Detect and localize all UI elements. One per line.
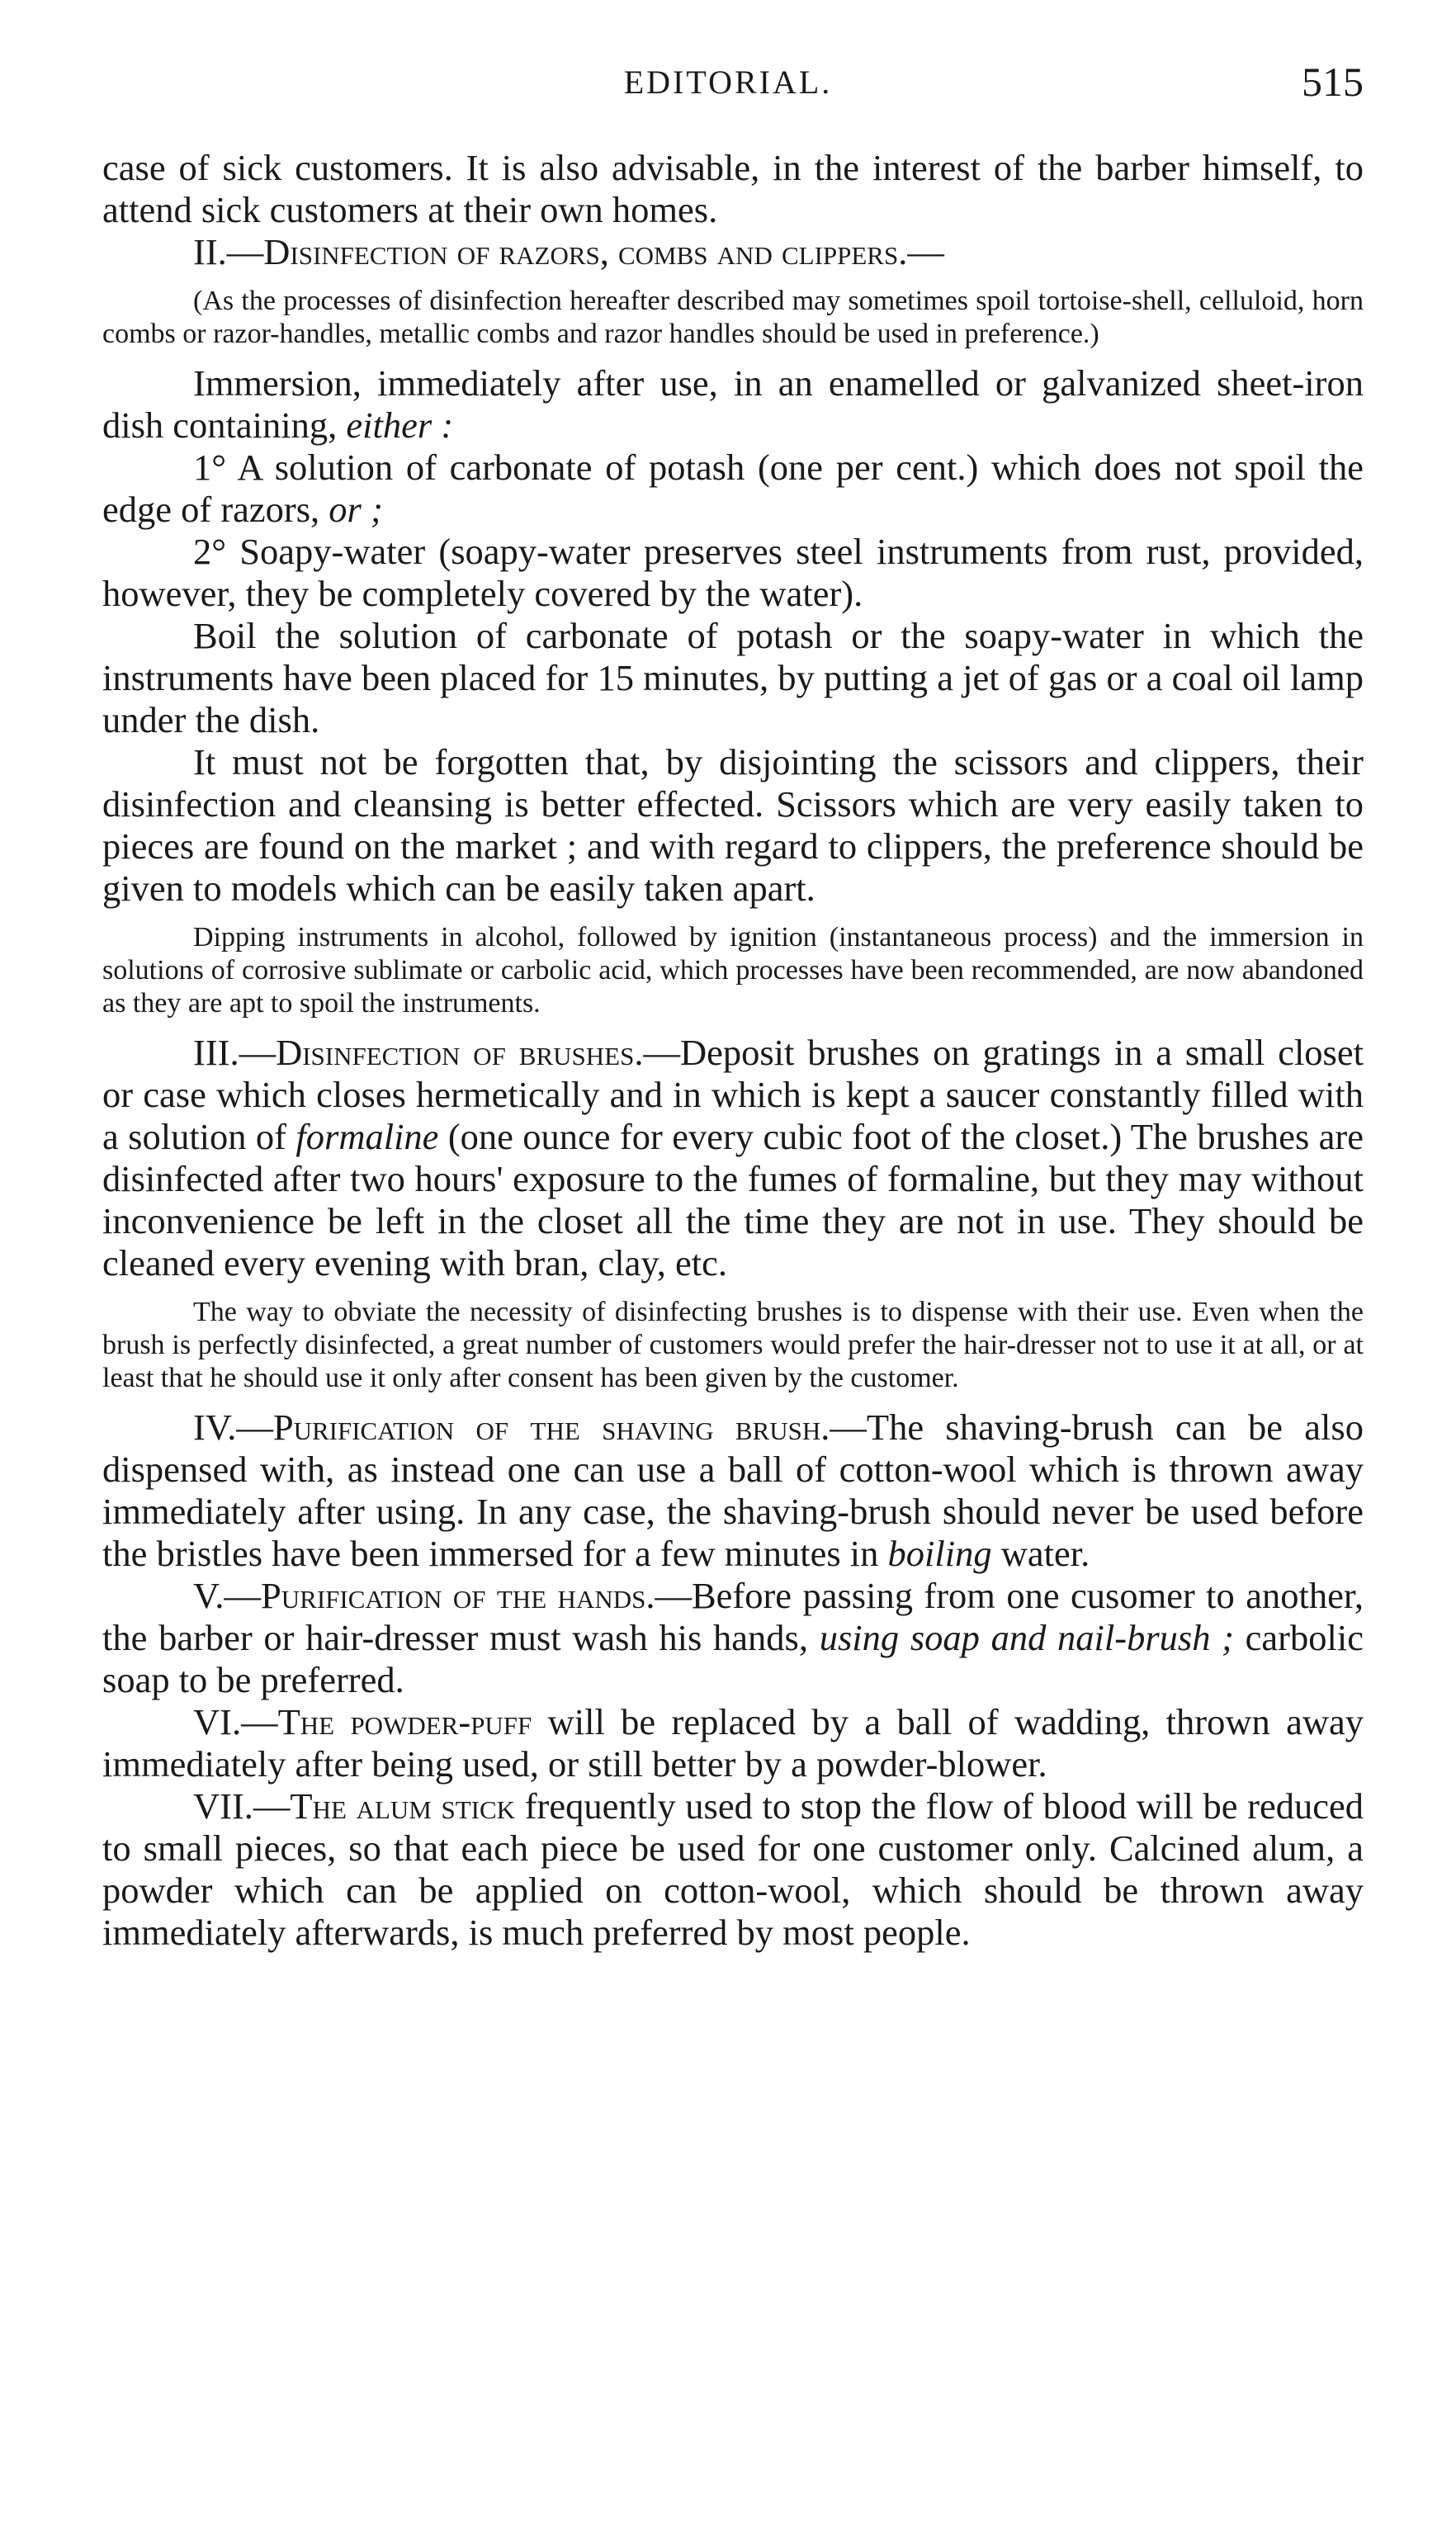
- section-number: VII.—: [193, 1785, 291, 1827]
- note-metallic-combs: (As the processes of disinfection hereafter described may sometimes spoil tortoise-shell, celluloid, horn combs or razor-handles, metallic combs and razor handles should be used in preference.): [102, 286, 1364, 349]
- section-number: VI.—: [193, 1701, 278, 1742]
- section-heading-razors: [102, 231, 1364, 273]
- section-title: Purification of the hands.: [261, 1575, 655, 1616]
- section-title: The alum stick: [290, 1785, 516, 1827]
- emphasis: boiling: [887, 1533, 992, 1574]
- section-number: III.—: [193, 1032, 277, 1073]
- paragraph-carbonate-potash: [102, 447, 1364, 531]
- text-run: carbolic soap to be preferred.: [102, 1617, 1364, 1700]
- text-run: —Before passing from one cusomer to another, the barber or hair-dresser must wash his hands,: [102, 1575, 1364, 1658]
- text-run: will be replaced by a ball of wadding, thrown away immediately after being used, or still better by a powder-blower.: [102, 1701, 1364, 1785]
- paragraph-disjointing: It must not be forgotten that, by disjointing the scissors and clippers, their disinfection and cleansing is better effected. Scissors which are very easily taken to pieces are found on the market ; and with regard to clippers, the preference should be given to models which can be easily taken apart.: [102, 741, 1364, 909]
- page-number: 515: [1302, 59, 1364, 105]
- paragraph-soapy-water: 2° Soapy-water (soapy-water preserves steel instruments from rust, provided, however, they be completely covered by the water).: [102, 531, 1364, 614]
- section-title: Purification of the shaving brush.: [272, 1406, 830, 1448]
- section-powder-puff: [102, 1701, 1364, 1785]
- paragraph-immersion: [102, 362, 1364, 447]
- emphasis: or ;: [329, 489, 383, 530]
- section-title: Disinfection of brushes.: [276, 1032, 644, 1073]
- page-header: [0, 58, 1456, 124]
- section-number: IV.—: [193, 1406, 273, 1448]
- text-run: frequently used to stop the flow of blood will be reduced to small pieces, so that each piece be used for one customer only. Calcined alum, a powder which can be applied on cotton-wool, which should be thrown away immediately afterwards, is much preferred by most people.: [102, 1785, 1364, 1953]
- paragraph-boil-solution: Boil the solution of carbonate of potash or the soapy-water in which the instruments have been placed for 15 minutes, by putting a jet of gas or a coal oil lamp under the dish.: [102, 615, 1364, 740]
- text-run: Immersion, immediately after use, in an enamelled or galvanized sheet-iron dish containing,: [102, 362, 1364, 446]
- text-run: —The shaving-brush can be also dispensed with, as instead one can use a ball of cotton-wool which is thrown away immediately after using. In any case, the shaving-brush should never be used before the bristles have been immersed for a few minutes in: [102, 1406, 1364, 1574]
- section-number: V.—: [193, 1575, 262, 1616]
- section-number: II.—: [193, 231, 264, 272]
- text-run: 1° A solution of carbonate of potash (one per cent.) which does not spoil the edge of razors,: [102, 447, 1364, 530]
- note-alcohol-ignition: Dipping instruments in alcohol, followed by ignition (instantaneous process) and the immersion in solutions of corrosive sublimate or carbolic acid, which processes have been recommended, are now abandoned as they are apt to spoil the instruments.: [102, 922, 1364, 1019]
- text-run: water.: [991, 1533, 1090, 1574]
- text-run: (one ounce for every cubic foot of the closet.) The brushes are disinfected after two hours' exposure to the fumes of formaline, but they may without inconvenience be left in the closet all the time they are not in use. They should be cleaned every evening with bran, clay, etc.: [102, 1116, 1364, 1284]
- body-text: [102, 147, 1364, 1954]
- emphasis: using soap and nail-brush ;: [819, 1617, 1234, 1658]
- section-alum-stick: [102, 1785, 1364, 1954]
- text-run: —Deposit brushes on gratings in a small closet or case which closes hermetically and in which is kept a saucer constantly filled with a solution of: [102, 1032, 1364, 1157]
- paragraph-sick-customers: case of sick customers. It is also advisable, in the interest of the barber himself, to attend sick customers at their own homes.: [102, 147, 1364, 230]
- section-shaving-brush: [102, 1406, 1364, 1575]
- section-brushes: [102, 1032, 1364, 1284]
- emphasis: either :: [346, 404, 454, 446]
- section-hands: [102, 1575, 1364, 1701]
- running-head: EDITORIAL.: [623, 64, 833, 101]
- emphasis: formaline: [295, 1116, 439, 1157]
- section-title: The powder-puff: [277, 1701, 532, 1742]
- section-title: Disinfection of razors, combs and clippers.—: [263, 231, 944, 272]
- note-dispense-brushes: The way to obviate the necessity of disinfecting brushes is to dispense with their use. Even when the brush is perfectly disinfected, a great number of customers would prefer the hair-dresser not to use it at all, or at least that he should use it only after consent has been given by the customer.: [102, 1297, 1364, 1393]
